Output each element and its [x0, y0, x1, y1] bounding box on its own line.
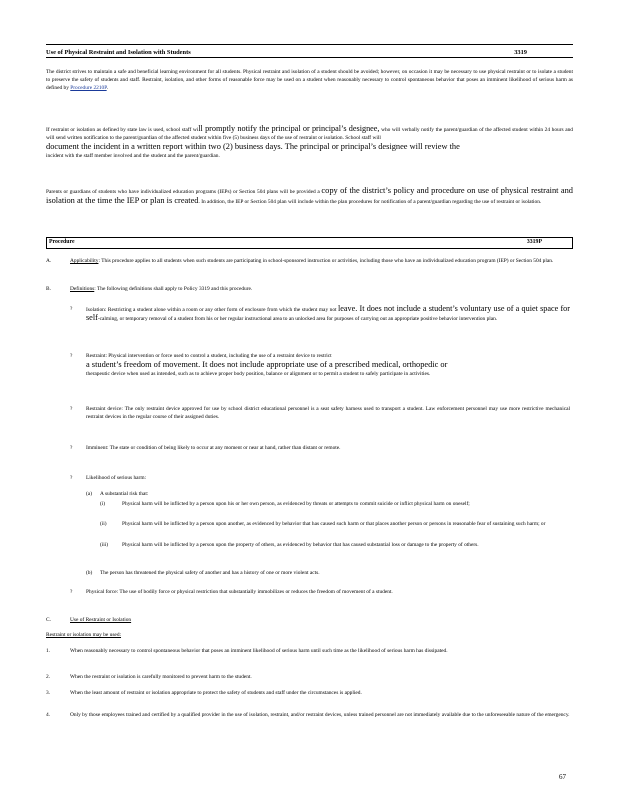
section-c-intro: Restraint or isolation may be used:: [46, 632, 122, 638]
sub-b-label: (b): [86, 570, 93, 576]
definition-isolation: Isolation: Restricting a student alone within a room or any other form of enclosure from which the student may not leave. It does not include a student’s voluntary use of a quiet space for self-calming, or temporary removal of a student from his or her regular instructional area to an unlocked area for purposes of carrying out an appropriate positive behavior intervention plan.: [86, 304, 570, 323]
page-number: 67: [559, 773, 566, 781]
bullet-glyph: ?: [70, 306, 73, 312]
list-item-number: 3.: [46, 690, 51, 696]
policy-title-bar: [46, 49, 573, 56]
bullet-glyph: ?: [70, 589, 73, 595]
definition-imminent: Imminent: The state or condition of being likely to occur at any moment or near at hand, rather than distant or remote.: [86, 445, 341, 451]
list-item: When the restraint or isolation is carefully monitored to prevent harm to the student.: [70, 674, 252, 680]
procedure-heading: Procedure: [49, 239, 75, 245]
procedure-link[interactable]: Procedure 2210P: [70, 85, 107, 92]
sub-ii-label: (ii): [100, 521, 107, 527]
title-rule: [46, 57, 573, 58]
section-a-label: A.: [46, 258, 52, 264]
section-b-intro: Definitions: The following definitions shall apply to Policy 3319 and this procedure.: [70, 286, 253, 292]
sub-iii-text: Physical harm will be inflicted by a person upon the property of others, as evidenced by behavior that has caused substantial loss or damage to the property of others.: [122, 542, 479, 548]
list-item-number: 4.: [46, 712, 51, 718]
sub-ii-text: Physical harm will be inflicted by a person upon another, as evidenced by behavior that has caused such harm or that places another person or persons in reasonable fear of sustaining such harm; or: [122, 521, 546, 527]
definition-likelihood: Likelihood of serious harm:: [86, 475, 147, 481]
definition-restraint-device: Restraint device: The only restraint device approved for use by school district educational personnel is a seat safety harness used to transport a student. Law enforcement personnel may use more restrictive mechanical restraint devices in the regular course of their assigned duties.: [86, 406, 570, 421]
bullet-glyph: ?: [70, 475, 73, 481]
section-b-label: B.: [46, 286, 51, 292]
sub-b-text: The person has threatened the physical safety of another and has a history of one or more violent acts.: [100, 570, 320, 576]
sub-i-label: (i): [100, 501, 106, 507]
list-item-number: 2.: [46, 674, 51, 680]
sub-a-text: A substantial risk that:: [100, 491, 149, 497]
bullet-glyph: ?: [70, 353, 73, 359]
sub-iii-label: (iii): [100, 542, 109, 548]
intro-paragraph-1: The district strives to maintain a safe and beneficial learning environment for all students. Physical restraint and isolation of a student should be avoided; however, on occasion it may be necessary to use physical restraint or to isolate a student to preserve the safety of students and staff. Restraint, isolation, and other forms of reasonable force may be used on a student when reasonably necessary to control spontaneous behavior that poses an imminent likelihood of serious harm as defined by Procedure 2210P.: [46, 69, 573, 92]
policy-title: Use of Physical Restraint and Isolation with Students: [46, 49, 191, 56]
sub-i-text: Physical harm will be inflicted by a person upon his or her own person, as evidenced by threats or attempts to commit suicide or inflict physical harm on oneself;: [122, 501, 470, 507]
list-item: Only by those employees trained and certified by a qualified provider in the use of isolation, restraint, and/or restraint devices, unless trained personnel are not immediately available due to the unforeseeable nature of the emergency.: [70, 712, 570, 718]
procedure-heading-box: [46, 237, 573, 249]
top-rule: [46, 44, 573, 45]
definition-restraint: Restraint: Physical intervention or force used to control a student, including the use of a restraint device to restrict a student’s freedom of movement. It does not include appropriate use of a prescribed medical, orthopedic or therapeutic device when used as intended, such as to achieve proper body position, balance or alignment or to permit a student to safely participate in activities.: [86, 353, 448, 377]
section-a-text: Applicability: This procedure applies to all students when such students are participating in school-sponsored instruction or activities, including those who have an individualized education program (IEP) or Section 504 plan.: [70, 258, 554, 264]
bullet-glyph: ?: [70, 445, 73, 451]
section-c-label: C.: [46, 617, 51, 623]
intro-paragraph-3: Parents or guardians of students who have individualized education programs (IEPs) or Section 504 plans will be provided a copy of the district’s policy and procedure on use of physical restraint and isolation at the time the IEP or plan is created. In addition, the IEP or Section 504 plan will include within the plan procedures for notification of a parent/guardian regarding the use of restraint or isolation.: [46, 186, 573, 206]
list-item-number: 1.: [46, 648, 51, 654]
bullet-glyph: ?: [70, 406, 73, 412]
list-item: When reasonably necessary to control spontaneous behavior that poses an imminent likelihood of serious harm until such time as the likelihood of serious harm has dissipated.: [70, 648, 448, 654]
intro-paragraph-2: If restraint or isolation as defined by state law is used, school staff will promptly notify the principal or principal’s designee, who will verbally notify the parent/guardian of the affected student within 24 hours and will send written notification to the parent/guardian of the affected student within five (5) business days of the use of restraint or isolation. School staff will document the incident in a written report within two (2) business days. The principal or principal’s designee will review the incident with the staff member involved and the student and the parent/guardian.: [46, 124, 573, 159]
list-item: When the least amount of restraint or isolation appropriate to protect the safety of students and staff under the circumstances is applied.: [70, 690, 362, 696]
definition-physical-force: Physical force: The use of bodily force or physical restriction that substantially immobilizes or reduces the freedom of movement of a student.: [86, 589, 393, 595]
section-c-title: Use of Restraint or Isolation: [70, 617, 132, 623]
procedure-number: 3319P: [526, 239, 542, 245]
sub-a-label: (a): [86, 491, 92, 497]
policy-number: 3319: [514, 49, 527, 56]
